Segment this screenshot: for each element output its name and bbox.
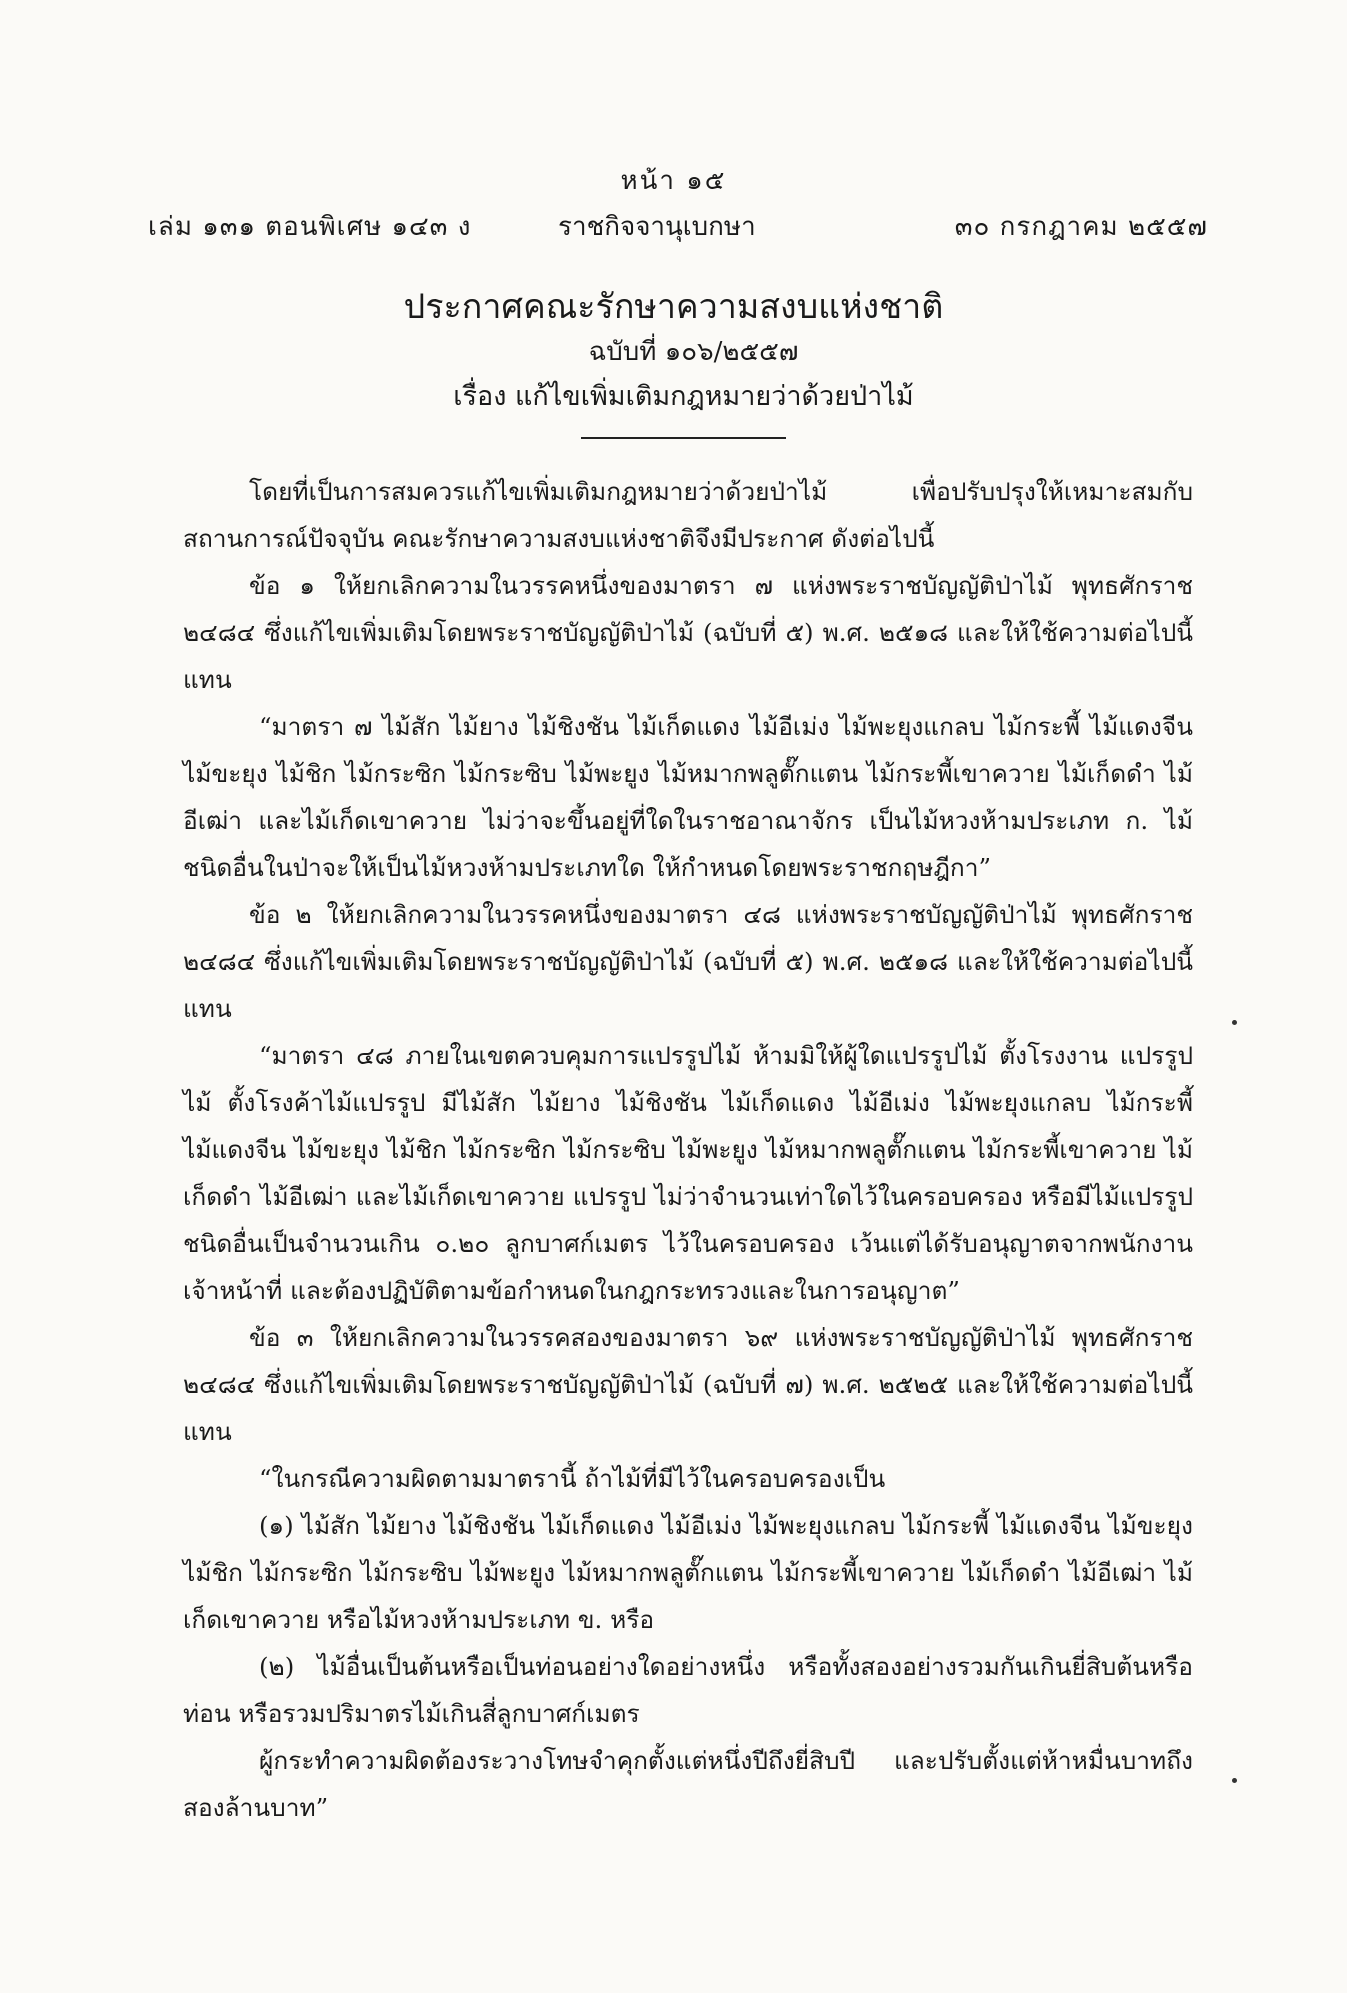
clause-3-item-2: (๒) ไม้อื่นเป็นต้นหรือเป็นท่อนอย่างใดอย่างหนึ่ง หรือทั้งสองอย่างรวมกันเกินยี่สิบต้นหรือท่อน หรือรวมปริมาตรไม้เกินสี่ลูกบาศก์เมตร [183, 1652, 1193, 1728]
title-main: ประกาศคณะรักษาความสงบแห่งชาติ [403, 287, 944, 327]
gazette-header [148, 206, 1208, 242]
clause-3: ข้อ ๓ ให้ยกเลิกความในวรรคสองของมาตรา ๖๙ แห่งพระราชบัญญัติป่าไม้ พุทธศักราช ๒๔๘๔ ซึ่งแก้ไขเพิ่มเติมโดยพระราชบัญญัติป่าไม้ (ฉบับที่ ๗) พ.ศ. ๒๕๒๕ และให้ใช้ความต่อไปนี้แทน [183, 1323, 1193, 1446]
gazette-name: ราชกิจจานุเบกษา [558, 212, 756, 242]
clause-3-penalty: ผู้กระทำความผิดต้องระวางโทษจำคุกตั้งแต่หนึ่งปีถึงยี่สิบปี และปรับตั้งแต่ห้าหมื่นบาทถึงสองล้านบาท” [183, 1746, 1193, 1822]
preamble: โดยที่เป็นการสมควรแก้ไขเพิ่มเติมกฎหมายว่าด้วยป่าไม้ เพื่อปรับปรุงให้เหมาะสมกับสถานการณ์ปัจจุบัน คณะรักษาความสงบแห่งชาติจึงมีประกาศ ดังต่อไปนี้ [183, 477, 1193, 553]
announcement-number: ฉบับที่ ๑๐๖/๒๕๕๗ [588, 337, 799, 367]
volume-issue: เล่ม ๑๓๑ ตอนพิเศษ ๑๔๓ ง [148, 212, 472, 242]
page-number: หน้า ๑๕ [620, 166, 727, 196]
clause-3-intro: “ในกรณีความผิดตามมาตรานี้ ถ้าไม้ที่มีไว้ในครอบครองเป็น [259, 1464, 886, 1493]
announcement-title [0, 285, 1347, 439]
scan-speck [1232, 1020, 1237, 1025]
clause-1-text: “มาตรา ๗ ไม้สัก ไม้ยาง ไม้ชิงชัน ไม้เก็ดแดง ไม้อีเม่ง ไม้พะยุงแกลบ ไม้กระพี้ ไม้แดงจีน ไม้ขะยุง ไม้ชิก ไม้กระซิก ไม้กระซิบ ไม้พะยูง ไม้หมากพลูตั๊กแตน ไม้กระพี้เขาควาย ไม้เก็ดดำ ไม้อีเฒ่า และไม้เก็ดเขาควาย ไม่ว่าจะขึ้นอยู่ที่ใดในราชอาณาจักร เป็นไม้หวงห้ามประเภท ก. ไม้ชนิดอื่นในป่าจะให้เป็นไม้หวงห้ามประเภทใด ให้กำหนดโดยพระราชกฤษฎีกา” [183, 712, 1193, 882]
clause-3-item-1: (๑) ไม้สัก ไม้ยาง ไม้ชิงชัน ไม้เก็ดแดง ไม้อีเม่ง ไม้พะยุงแกลบ ไม้กระพี้ ไม้แดงจีน ไม้ขะยุง ไม้ชิก ไม้กระซิก ไม้กระซิบ ไม้พะยูง ไม้หมากพลูตั๊กแตน ไม้กระพี้เขาควาย ไม้เก็ดดำ ไม้อีเฒ่า ไม้เก็ดเขาควาย หรือไม้หวงห้ามประเภท ข. หรือ [183, 1511, 1193, 1634]
clause-2-text: “มาตรา ๔๘ ภายในเขตควบคุมการแปรรูปไม้ ห้ามมิให้ผู้ใดแปรรูปไม้ ตั้งโรงงาน แปรรูปไม้ ตั้งโรงค้าไม้แปรรูป มีไม้สัก ไม้ยาง ไม้ชิงชัน ไม้เก็ดแดง ไม้อีเม่ง ไม้พะยุงแกลบ ไม้กระพี้ ไม้แดงจีน ไม้ขะยุง ไม้ชิก ไม้กระซิก ไม้กระซิบ ไม้พะยูง ไม้หมากพลูตั๊กแตน ไม้กระพี้เขาควาย ไม้เก็ดดำ ไม้อีเฒ่า และไม้เก็ดเขาควาย แปรรูป ไม่ว่าจำนวนเท่าใดไว้ในครอบครอง หรือมีไม้แปรรูปชนิดอื่นเป็นจำนวนเกิน ๐.๒๐ ลูกบาศก์เมตร ไว้ในครอบครอง เว้นแต่ได้รับอนุญาตจากพนักงานเจ้าหน้าที่ และต้องปฏิบัติตามข้อกำหนดในกฎกระทรวงและในการอนุญาต” [183, 1041, 1193, 1305]
title-divider [581, 437, 786, 439]
clause-2: ข้อ ๒ ให้ยกเลิกความในวรรคหนึ่งของมาตรา ๔๘ แห่งพระราชบัญญัติป่าไม้ พุทธศักราช ๒๔๘๔ ซึ่งแก้ไขเพิ่มเติมโดยพระราชบัญญัติป่าไม้ (ฉบับที่ ๕) พ.ศ. ๒๕๑๘ และให้ใช้ความต่อไปนี้แทน [183, 900, 1193, 1023]
announcement-body [183, 468, 1193, 1831]
announcement-subject: เรื่อง แก้ไขเพิ่มเติมกฎหมายว่าด้วยป่าไม้ [453, 381, 914, 412]
publication-date: ๓๐ กรกฎาคม ๒๕๕๗ [954, 212, 1208, 242]
scan-speck [1232, 1778, 1237, 1783]
clause-1: ข้อ ๑ ให้ยกเลิกความในวรรคหนึ่งของมาตรา ๗ แห่งพระราชบัญญัติป่าไม้ พุทธศักราช ๒๔๘๔ ซึ่งแก้ไขเพิ่มเติมโดยพระราชบัญญัติป่าไม้ (ฉบับที่ ๕) พ.ศ. ๒๕๑๘ และให้ใช้ความต่อไปนี้แทน [183, 571, 1193, 694]
